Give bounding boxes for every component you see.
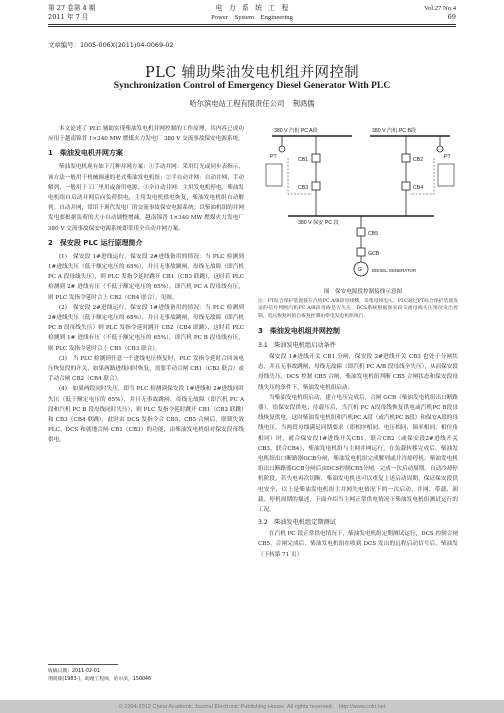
abstract: 本文论述了 PLC 辅助实现柴油发电机并网控制的工作原理，其内容已成功应用于越南锦普 1×340 MW 燃煤火力发电厂 380 V 交流事故保安电源系统。 [48,126,244,143]
cb3-label: CB3 [298,185,309,191]
title-english: Synchronization Control of Emergency Diesel Generator With PLC [113,80,391,91]
author-bio: 荆鸿儒(1983-)，助理工程师，哈尔滨，150046 [48,677,152,682]
author-line [0,99,504,109]
header-divider [48,24,456,25]
footnote-divider [48,664,118,665]
title-chinese: PLC 辅助柴油发电机组并网控制 [145,65,359,81]
copyright-notice: © 1994-2012 China Academic Journal Electronic Publishing House. All rights reserved. http://www.cnki.net [118,704,386,710]
section-3-2-paragraph: 在汽机 PC 段正常供电情况下，柴油发电机组定期测试运行，DCS 控制合闸 CB5，合闸完成后，柴油发电机组在收到 DCS 发出的远程启动信号后，柴油发（下转第 71 页） [258,531,458,558]
header-vol-no: Vol.27 No.4 [424,5,456,12]
section-2-paragraph-4: (4) 如果两段同时失压，即当 PLC 检测到保安段 1#进线和 2#进线同时失压（低于额定电压的 65%），并且无事故跳闸，母线无故障（即汽机 PC A 段和汽机 PC B 段母线同时失压），则 PLC 发指令延时跳开 CB1（CB2 联跳）和 CB3（CB4 联跳），此时由 DCS 发指令合 CB5，CB5 合闸后，联锁失效 PLC、DCS 和就地合闸 CB1（CB3）的功能，由柴油发电机组对保安段母线供电。 [48,386,244,444]
received-date: 收稿日期：2011-02-01 [48,669,100,674]
section-3-1-paragraph-1: 保安段 1#进线开关 CB1 分闸，保安段 2#进线开关 CB3 也处于分闸状态，并且无事故跳闸，母线无故障（即汽机 PC A/B 段母线全失压），从而保安段母线失压，DCS 控制 CB5 合闸，柴油发电机组判断 CB5 合闸状态和保安段母线失压的条件下，柴油发电机组启动。 [258,354,458,391]
header-date: 2011 年 7 月 [48,13,89,21]
pt-right-label: PT [444,154,451,160]
figure-caption: 图 保安电源段控制接线示意图 [323,289,403,295]
section-3-1-heading: 3.1 柴油发电机组启动条件 [258,342,336,349]
pt-left-label: PT [270,154,277,160]
diesel-generator-label: DIESEL GENERATOR [372,268,417,273]
control-wiring-diagram [258,124,458,284]
generator-symbol: G [358,267,363,273]
header-divider-thin [48,26,456,27]
section-1-paragraph: 柴油发电机现有如下几种并网方案：①手动并网：采用灯光或同步表指示，该方法一般用于机械调速的老式柴油发电机组；②半自动并网：自动并网，手动解列，一般用于工厂里用或备用电源；③全自动并网：主用发电机停电，柴油发电机组自启动并网后向负荷供电，主用发电机供电恢复，柴油发电机组自动解列。自动并网，常用于现代发电厂的交流事故保安电源系统；以柴油机组的并网发电要根据负荷的大小自动调整增减。越南锦普 1×340 MW 燃煤火力发电厂 380 V 交流事故保安电源系统即采用全自动并网方案。 [48,164,244,232]
section-2-paragraph-1: (1) 保安段 1#进线运行，保安段 2#进线备用的情况：当 PLC 检测到 1#进线失压（低于额定电压的 65%），并且无事故跳闸，母线无故障（即汽机 PC A 段母线失压），则 PLC 发指令延时跳开 CB1（CB3 联跳），这时若 PLC 检测到 2# 进线有压（不低于额定电压的 65%），即汽机 PC A 段母线有压，则 PLC 发指令延时合上 CB2（CB4 联合），见图。 [48,253,244,301]
section-2-paragraph-2: (2) 保安段 2#进线运行，保安段 1#进线备用的情况：当 PLC 检测到 2#进线失压（低于额定电压的 65%），并且无事故跳闸，母线无故障（即汽机 PC B 段母线失压）则 PLC 发指令延时跳开 CB2（CB4 联跳），这时若 PLC 检测到 1# 进线有压（不低于额定电压的 65%），即汽机 PC B 段母线有压，则 PLC 发指令延时合上 CB1（CB3 联合）。 [48,304,244,352]
section-1-heading: 1 柴油发电机并网方案 [48,149,123,158]
bus-b-label: 380 V 汽机 PC B段 [372,128,417,134]
section-3-heading: 3 柴油发电机组并网控制 [258,327,340,335]
header-volume-page [424,4,456,22]
author-name: 荆鸿儒 [292,99,315,108]
section-2-paragraph-3: (3) 当 PLC 检测到任意一个进线电压恢复时，PLC 发指令延时合回该电压恢复段的开关，如果两路进线同时恢复，需要手动合闸 CB1（CB3 联合）或手动合闸 CB2（CB4 联合）。 [48,355,244,383]
header-journal [176,4,328,22]
article-id: 文章编号：1005-006X(2011)04-0069-02 [48,41,174,49]
cb2-label: CB2 [413,157,424,163]
cb4-label: CB4 [413,185,424,191]
section-3-2-heading: 3.2 柴油发电机组定期测试 [258,519,336,527]
header-page-number: 69 [447,13,456,21]
header-journal-cn: 电 力 系 统 工 程 [215,4,289,12]
figure-note: 注：PT综合保护装置接在汽机PC A/B段母线侧，采集母线电压。PLC通过PT综合保护装置发送的信号判断汽机PC A/B段母线是否失压，DCS系统根据保安段交流母线失压情况发出控制，电压恢复时的自恢复控制由柴电发电机组执行。 [258,299,458,319]
cb1-label: CB1 [298,157,309,163]
section-2-heading: 2 保安段 PLC 运行原理简介 [48,238,143,247]
section-3-1-paragraph-2: 当柴油发电机组启动，建立电压完成后，合闸 GCB（柴油发电机组出口断路器），给保安段供电；待载压后，当汽机 PC A段母线恢复供电或汽机PC B段母线恢复供电，这时柴油发电机组和汽机PC A段（或汽机PC B段）和保安A段的母线电压，当两段母线满足同期要求（即相序相同、电压相同、频率相同，相位角相同）时，就合保安段1#进线开关CB1，联合CB2（或保安段2#进线开关CB3，联合CB4），柴油发电机组与主网并网运行，在负载转移完成后，柴油发电机组出口断路器GCB分闸，柴油发电机组完成解列或并冷却停机。柴油发电机组出口断路器GCB分闸后由DCS控制CB5分闸，完成一次启动周期。自动冷却停机阶段，若失电再次切断，柴油发电机也可以重复上述启动周期，保证保安段供电安全，以上是柴油发电机组主并网失电情况下的一次启动、并网、带载、卸载、停机周期的描述，下面介绍当主网正常供电情况下柴油发电机组测试运行的工况。 [258,394,458,514]
gcb-label: GCB [368,251,380,257]
cb5-label: CB5 [368,231,379,237]
bus-a-label: 380 V 汽机 PC A段 [274,128,318,134]
left-column [48,124,244,446]
right-column [258,322,458,560]
emergency-bus-label: 380 V 保安 PC 段 [298,220,339,226]
header-issue [48,4,95,22]
author-affiliation: 哈尔滨电站工程有限责任公司 [189,99,285,108]
header-journal-en: Power System Engineering [211,14,293,21]
header-volume: 第 27 卷第 4 期 [48,4,96,12]
